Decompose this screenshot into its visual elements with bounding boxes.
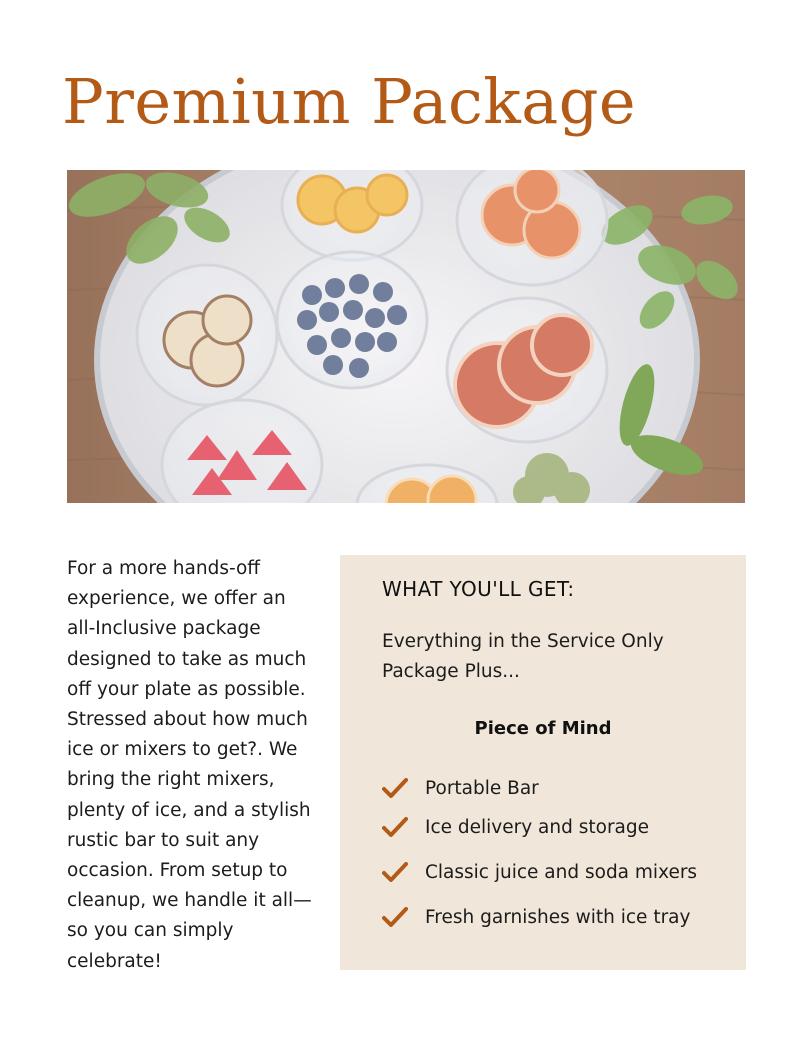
checklist-item (382, 813, 732, 843)
checklist-item (382, 774, 732, 804)
checkmark-icon (382, 777, 408, 799)
checklist-item (382, 858, 732, 888)
checklist-item-label: Portable Bar (425, 778, 539, 799)
intro-paragraph: For a more hands-off experience, we offer an all-Inclusive package designed to take as much off your plate as possible. Stressed about how much ice or mixers to get?. We bring the right mixers, plenty of ice, and a stylish rustic bar to suit any occasion. From setup to cleanup, we handle it all—so you can simply celebrate! (67, 558, 312, 972)
panel-intro: Everything in the Service Only Package Plus... (382, 631, 664, 682)
hero-photo (67, 170, 745, 503)
panel-subheading: Piece of Mind (474, 718, 612, 739)
benefits-panel (340, 555, 746, 970)
checkmark-icon (382, 861, 408, 883)
checklist-item-label: Ice delivery and storage (425, 817, 650, 838)
page-title: Premium Package (62, 65, 637, 138)
checklist-item (382, 903, 732, 933)
checkmark-icon (382, 906, 408, 928)
checklist-item-label: Fresh garnishes with ice tray (425, 907, 691, 928)
checkmark-icon (382, 816, 408, 838)
checklist-item-label: Classic juice and soda mixers (425, 862, 698, 883)
panel-heading: WHAT YOU'LL GET: (382, 577, 575, 601)
